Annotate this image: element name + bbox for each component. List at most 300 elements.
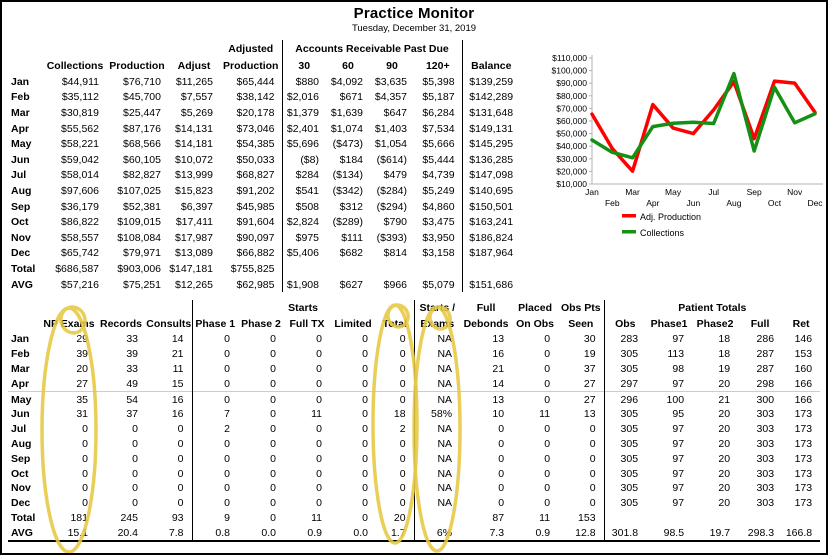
x-axis [585,187,823,208]
cell: $82,827 [123,169,161,182]
cell: 35 [42,392,96,407]
row-label: Jun [11,153,30,166]
cell: $3,950 [422,231,455,244]
cell: 305 [604,496,646,511]
cell: 2 [399,423,406,436]
cell: $151,686 [462,277,520,293]
cell: $131,648 [462,105,520,121]
cell: $149,131 [462,121,520,137]
column-header: Starts [192,300,414,316]
cell: 0 [399,362,406,375]
cell: 0 [362,467,368,480]
cell: 0 [238,392,284,407]
cell: $91,202 [236,184,275,197]
cell: $30,819 [61,106,99,119]
cell: 13 [583,408,596,421]
cell: 0 [399,333,406,346]
cell: 16 [171,408,184,421]
cell: $671 [339,91,363,104]
cell: $20,178 [236,106,275,119]
row-label: Apr [11,122,30,135]
cell: 0 [544,377,551,390]
cell: $814 [383,247,407,260]
cell: $4,357 [374,91,407,104]
cell [604,511,646,526]
cell: $7,557 [180,91,213,104]
cell: 0 [82,437,88,450]
cell: $150,501 [462,199,520,215]
cell: 0 [270,452,276,465]
cell: 166 [782,392,820,407]
cell: $76,710 [123,75,161,88]
cell: 0 [82,497,88,510]
cell: 0 [192,437,238,452]
cell: 14 [492,377,505,390]
cell: 301.8 [604,525,646,541]
y-tick-label: $10,000 [556,179,587,189]
cell: 33 [126,362,138,375]
cell: 0 [270,423,276,436]
table-row [8,496,820,511]
cell: 0 [192,347,238,362]
cell: 0 [589,497,596,510]
cell: 286 [756,333,775,346]
cell: $6,397 [180,200,213,213]
cell: NA [414,496,460,511]
cell: 173 [794,467,813,480]
cell: 18 [718,333,731,346]
cell: 305 [604,362,646,377]
cell: 0 [512,392,558,407]
cell: 0 [544,497,551,510]
cell: 20 [718,452,731,465]
cell: 0 [270,437,276,450]
cell: 0 [362,362,368,375]
cell: 11 [539,408,551,421]
cell: 0 [399,437,406,450]
cell: $15,823 [175,184,213,197]
cell: $647 [383,106,407,119]
cell: $1,054 [374,138,407,151]
table-row [8,152,520,168]
x-tick-label: Aug [726,198,742,208]
cell: 0 [498,437,505,450]
cell: 0 [544,452,551,465]
cell: 0 [544,467,551,480]
cell: 0 [316,362,322,375]
cell: NA [414,347,460,362]
cell: 20 [718,467,731,480]
cell: $479 [383,169,407,182]
column-header: Ret [792,318,810,330]
cell: 0 [270,467,276,480]
cell: 7 [192,407,238,422]
cell: $91,604 [236,216,275,229]
cell: $65,444 [236,75,275,88]
cell: 0 [82,423,88,436]
cell: 19 [583,348,596,361]
cell: 0 [192,451,238,466]
y-tick-label: $80,000 [556,90,587,101]
cell: 245 [120,511,138,524]
row-label: Jan [11,75,30,88]
legend-item [622,228,685,238]
cell: $86,822 [61,216,99,229]
x-tick-label: Mar [625,187,640,197]
financial-table [8,40,520,292]
y-tick-label: $50,000 [556,128,587,139]
cell: 7.3 [489,526,505,539]
cell: 11 [311,408,322,421]
cell: 305 [604,437,646,452]
cell: 0 [177,482,184,495]
cell: 0 [316,377,322,390]
cell: NA [414,392,460,407]
row-label: Apr [11,377,30,390]
cell: $903,006 [117,262,161,275]
cell: 0 [316,423,322,436]
cell: 39 [126,348,138,361]
cell: 33 [126,333,138,346]
chart-legend [622,212,701,238]
cell: ($342) [332,184,363,197]
cell: 13 [492,333,505,346]
column-header: 120+ [425,59,450,72]
cell: $58,014 [61,169,99,182]
cell: 0 [177,497,184,510]
cell: $45,700 [123,91,161,104]
cell: 0.0 [261,526,276,539]
column-header [8,57,44,74]
cell: 0 [177,467,184,480]
cell: 173 [794,408,813,421]
cell: $3,158 [422,247,455,260]
cell: $50,033 [236,153,275,166]
cell [282,261,326,277]
cell: 0 [544,423,551,436]
column-header: Starts / [414,300,460,316]
row-label: Dec [11,247,31,260]
column-header: Debonds [463,318,509,330]
cell: 15.1 [67,526,88,539]
row-label: Total [11,511,36,524]
row-label: Dec [11,497,31,510]
y-tick-label: $30,000 [556,153,587,164]
cell: $108,084 [117,231,161,244]
column-header: Records [99,318,142,330]
cell: 10 [492,408,505,421]
cell: $7,534 [422,122,455,135]
cell: $54,385 [236,138,275,151]
column-header: Limited [334,318,372,330]
cell: 37 [583,362,596,375]
cell: $58,221 [61,138,99,151]
column-header: Accounts Receivable Past Due [282,40,462,57]
cell: $109,015 [117,216,161,229]
cell: $136,285 [462,152,520,168]
table-row [8,261,520,277]
column-header: Production [223,59,279,72]
cell: $1,379 [282,105,326,121]
cell: 305 [604,451,646,466]
series-line-collections [592,74,815,158]
cell: $139,259 [462,74,520,90]
column-header: Full TX [289,318,325,330]
column-header: Full [750,318,770,330]
cell: 0 [362,437,368,450]
cell: $17,411 [175,216,213,229]
table-row [8,466,820,481]
cell: 0 [330,392,376,407]
table-row [8,422,820,437]
cell: 20 [718,482,731,495]
cell: 0 [376,392,414,407]
cell: 0 [589,467,596,480]
column-header: NP Exams [43,318,95,330]
cell: $147,181 [169,262,213,275]
table-row [8,199,520,215]
cell: 181 [70,511,88,524]
cell: 287 [756,348,775,361]
cell: NA [414,362,460,377]
cell: $11,265 [175,75,213,88]
cell: 0 [362,511,368,524]
legend-swatch [622,214,636,218]
cell: $2,824 [282,214,326,230]
cell: ($134) [332,169,363,182]
cell: 297 [604,376,646,391]
cell: 305 [604,466,646,481]
cell: 29 [76,333,88,346]
cell: $107,025 [117,184,161,197]
cell [692,511,738,526]
column-header: Adjust [177,59,211,72]
column-header: Adjusted [228,42,274,55]
cell: 97 [672,452,685,465]
cell: ($393) [376,231,407,244]
row-label: Aug [11,437,32,450]
cell: 303 [756,467,775,480]
cell: 0.9 [307,526,322,539]
report-date: Tuesday, December 31, 2019 [351,23,477,34]
x-tick-label: Jun [686,198,701,208]
cell [370,261,414,277]
cell: 0 [132,482,138,495]
table-row [8,392,820,407]
cell: 0 [544,362,551,375]
cell: 27 [583,377,596,390]
cell: $75,251 [123,278,161,291]
cell: $5,696 [282,136,326,152]
cell: 98.5 [663,526,685,539]
cell: 11 [539,511,551,524]
column-header: Exams [414,316,460,332]
cell: $3,635 [374,75,407,88]
cell: 0 [82,482,88,495]
cell: 20.4 [117,526,138,539]
row-label: AVG [11,526,33,539]
column-header: Phase1 [650,318,688,330]
cell: 0 [316,497,322,510]
cell: $87,176 [123,122,161,135]
cell [462,261,520,277]
cell: $880 [282,74,326,90]
x-tick-label: Jul [708,187,720,197]
cell: 20 [718,408,731,421]
cell: 0 [192,362,238,377]
cell: 0 [544,348,551,361]
cell: 166.8 [785,526,813,539]
cell: $4,739 [422,169,455,182]
cell: 0 [362,377,368,390]
column-header: Total [382,318,407,330]
cell: 0 [192,481,238,496]
table-row [8,451,820,466]
cell: 0 [399,452,406,465]
column-header: 60 [342,59,354,72]
column-header: Phase2 [696,318,734,330]
cell: NA [414,466,460,481]
cell: 173 [794,497,813,510]
cell: 0 [316,482,322,495]
cell: $97,606 [61,184,99,197]
cell: 0 [270,362,276,375]
row-label: Jul [11,423,27,436]
cell: 27 [76,377,88,390]
cell: 0 [270,348,276,361]
cell: $73,046 [236,122,275,135]
table-row [8,407,820,422]
row-label: Aug [11,184,32,197]
x-tick-label: Jan [585,187,599,197]
x-tick-label: Apr [646,198,660,208]
column-header: Patient Totals [604,300,820,316]
cell: 0 [316,452,322,465]
cell: 0 [399,348,406,361]
row-label: Feb [11,348,30,361]
cell: 0 [270,497,276,510]
cell: $682 [339,247,363,260]
y-axis [552,53,592,189]
cell: 54 [96,392,146,407]
cell: 0 [177,437,184,450]
cell: 0 [498,467,505,480]
x-tick-label: Sep [746,187,762,197]
cell: 0 [316,333,322,346]
cell: 13 [460,392,512,407]
cell: $14,181 [175,138,213,151]
cell: 39 [76,348,88,361]
cell: 31 [76,408,88,421]
column-header: Phase 1 [192,316,238,332]
cell: $79,971 [123,247,161,260]
cell: 97 [672,437,685,450]
table-row [8,74,520,90]
row-label: Oct [11,216,29,229]
cell: $59,042 [61,153,99,166]
x-tick-label: May [665,187,682,197]
cell: $52,381 [123,200,161,213]
cell: 173 [794,437,813,450]
cell: 16 [492,348,505,361]
cell: 173 [794,482,813,495]
cell: 305 [604,481,646,496]
cell: $62,985 [236,278,275,291]
cell: 0 [192,376,238,391]
cell: 0.0 [353,526,368,539]
table-row [8,277,520,293]
cell: $35,112 [61,91,99,104]
cell: 19 [718,362,731,375]
cell: $38,142 [236,91,275,104]
column-header: Collections [46,59,104,72]
table-row [8,121,520,137]
cell: 0 [498,497,505,510]
cell: NA [414,481,460,496]
column-header: Placed [518,302,552,314]
column-header: Obs [604,316,646,332]
table-row [8,246,520,262]
cell: 0 [498,452,505,465]
row-label: Feb [11,91,30,104]
table-row [8,214,520,230]
cell: 303 [756,437,775,450]
row-label: Nov [11,482,31,495]
cell: NA [414,437,460,452]
cell: 0 [589,482,596,495]
cell: 303 [756,482,775,495]
cell: 166 [794,377,813,390]
cell: 0 [362,497,368,510]
cell: NA [414,422,460,437]
cell: 305 [604,422,646,437]
y-tick-label: $70,000 [556,103,587,114]
cell: 14 [171,333,184,346]
cell: 303 [756,452,775,465]
cell: 93 [171,511,184,524]
cell: 97 [672,333,685,346]
cell: 97 [672,467,685,480]
cell: 113 [667,348,685,361]
cell: 0 [270,333,276,346]
cell: 0 [362,482,368,495]
cell: 11 [172,362,184,375]
y-tick-label: $60,000 [556,116,587,126]
cell: $142,289 [462,90,520,106]
cell: $6,284 [422,106,455,119]
cell: 146 [794,333,813,346]
column-header: Balance [462,57,520,74]
cell: 0 [544,333,551,346]
report-header [0,5,828,34]
cell: 97 [672,423,685,436]
cell: 87 [492,511,505,524]
cell: $5,666 [422,138,455,151]
cell: 0.8 [192,525,238,541]
cell: 15 [171,377,184,390]
cell: 0 [399,467,406,480]
column-header: Full [476,302,496,314]
cell: $58,557 [61,231,99,244]
cell: $627 [339,278,363,291]
table-row [8,136,520,152]
row-label: Sep [11,200,31,213]
y-tick-label: $110,000 [552,53,587,63]
x-tick-label: Dec [807,198,823,208]
cell: $184 [339,153,363,166]
cell: 0 [132,497,138,510]
cell: 296 [604,392,646,407]
